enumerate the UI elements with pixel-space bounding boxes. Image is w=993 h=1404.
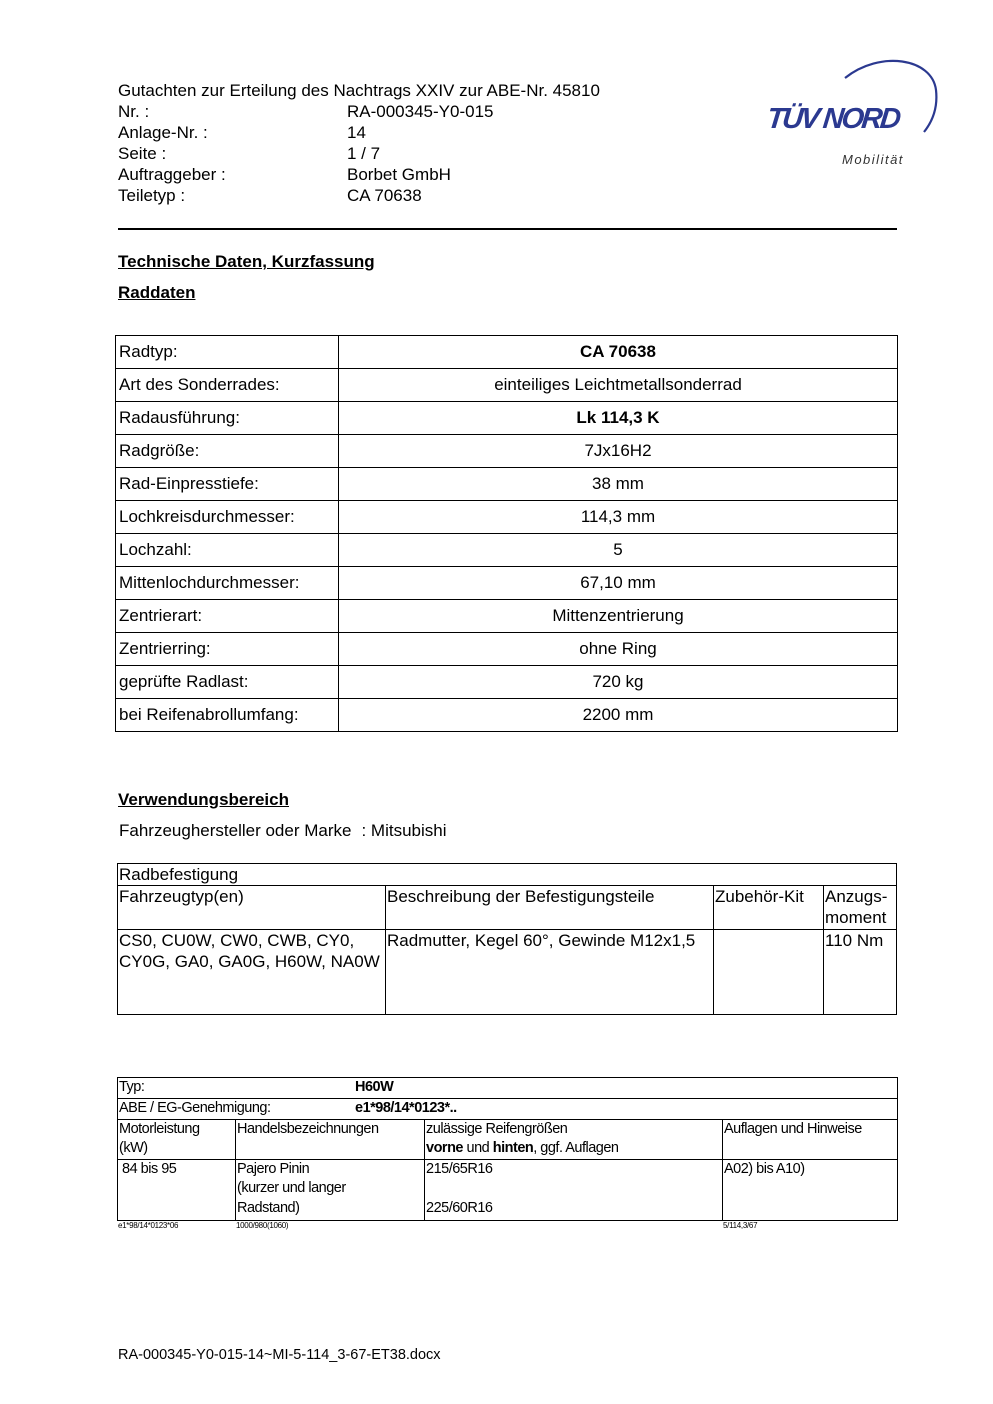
header-row-seite — [118, 144, 380, 165]
rad-value: einteiliges Leichtmetallsonderrad — [339, 369, 898, 402]
radbefestigung-table — [117, 863, 897, 1015]
table-row — [116, 402, 898, 435]
cell-motorleistung: 84 bis 95 — [118, 1159, 236, 1220]
header-row-teiletyp — [118, 186, 422, 207]
cell-zubehoer — [714, 930, 824, 1015]
typ-label: Typ: — [119, 1079, 145, 1095]
hersteller-separator: : — [361, 821, 367, 840]
header-row-anlage — [118, 123, 366, 144]
table-row — [116, 468, 898, 501]
rad-key: Mittenlochdurchmesser: — [116, 567, 339, 600]
typ-table — [117, 1077, 898, 1221]
abe-value: e1*98/14*0123*.. — [355, 1100, 457, 1116]
tuv-nord-logo: TÜV NORD — [765, 103, 901, 135]
abe-row — [118, 1099, 898, 1120]
rad-value: ohne Ring — [339, 633, 898, 666]
reifen-header-und: und — [463, 1140, 493, 1156]
header-label: Anlage-Nr. : — [118, 123, 208, 142]
column-header-beschreibung: Beschreibung der Befestigungsteile — [386, 886, 714, 930]
cell-auflagen: A02) bis A10) — [723, 1159, 898, 1220]
rad-key: Zentrierring: — [116, 633, 339, 666]
header-row-nr — [118, 102, 493, 123]
logo-subtitle: Mobilität — [842, 152, 904, 167]
column-header-motorleistung: Motorleistung (kW) — [118, 1119, 236, 1159]
rad-value: 5 — [339, 534, 898, 567]
header-value: Borbet GmbH — [347, 165, 451, 184]
radbefestigung-title: Radbefestigung — [118, 864, 897, 886]
rad-key: Radausführung: — [116, 402, 339, 435]
raddaten-table — [115, 335, 898, 732]
rad-key: Rad-Einpresstiefe: — [116, 468, 339, 501]
header-label: Teiletyp : — [118, 186, 186, 205]
rad-key: Lochzahl: — [116, 534, 339, 567]
header-label: Seite : — [118, 144, 167, 163]
table-row — [116, 567, 898, 600]
column-header-handelsbezeichnungen: Handelsbezeichnungen — [236, 1119, 425, 1159]
rad-value: Mittenzentrierung — [339, 600, 898, 633]
header-row-auftraggeber — [118, 165, 451, 186]
document-title: Gutachten zur Erteilung des Nachtrags XXIV zur ABE-Nr. 45810 — [118, 81, 600, 100]
rad-key: Zentrierart: — [116, 600, 339, 633]
reifen-header-rest: , ggf. Auflagen — [533, 1140, 619, 1156]
table-row — [116, 435, 898, 468]
rad-key: Radtyp: — [116, 336, 339, 369]
table-row — [116, 336, 898, 369]
rad-key: Radgröße: — [116, 435, 339, 468]
table-row — [116, 699, 898, 732]
rad-value: 38 mm — [339, 468, 898, 501]
table-row — [118, 1159, 898, 1220]
rad-value: CA 70638 — [339, 336, 898, 369]
rad-key: bei Reifenabrollumfang: — [116, 699, 339, 732]
rad-value: 2200 mm — [339, 699, 898, 732]
header-label: Nr. : — [118, 102, 150, 121]
cell-beschreibung: Radmutter, Kegel 60°, Gewinde M12x1,5 — [386, 930, 714, 1015]
cell-anzugsmoment: 110 Nm — [824, 930, 897, 1015]
footnote-lochkreis: 5/114,3/67 — [723, 1221, 758, 1230]
table-row — [116, 633, 898, 666]
reifen-size-1: 215/65R16 — [426, 1160, 493, 1177]
cell-reifengroessen — [425, 1159, 723, 1220]
table-row — [116, 369, 898, 402]
rad-key: Lochkreisdurchmesser: — [116, 501, 339, 534]
hersteller-label: Fahrzeughersteller oder Marke — [119, 821, 352, 840]
section-title-raddaten: Raddaten — [118, 283, 196, 302]
footnote-abe: e1*98/14*0123*06 — [118, 1221, 179, 1230]
reifen-header-vorne: vorne — [426, 1140, 463, 1156]
table-row — [116, 534, 898, 567]
table-row — [116, 666, 898, 699]
typ-row — [118, 1078, 898, 1099]
reifen-header-hinten: hinten — [492, 1140, 534, 1156]
table-row — [116, 501, 898, 534]
header-value: 1 / 7 — [347, 144, 381, 163]
rad-value: 720 kg — [339, 666, 898, 699]
column-header-anzugsmoment: Anzugs- moment — [824, 886, 897, 930]
table-row — [118, 930, 897, 1015]
column-header-auflagen: Auflagen und Hinweise — [723, 1119, 898, 1159]
typ-value: H60W — [355, 1079, 394, 1095]
rad-value: 7Jx16H2 — [339, 435, 898, 468]
header-value: CA 70638 — [347, 186, 422, 205]
footnote-dimensions: 1000/980(1060) — [236, 1221, 289, 1230]
cell-fahrzeugtypen: CS0, CU0W, CW0, CWB, CY0, CY0G, GA0, GA0G, H60W, NA0W — [118, 930, 386, 1015]
header-label: Auftraggeber : — [118, 165, 226, 184]
reifen-size-2: 225/60R16 — [426, 1200, 493, 1216]
column-header-reifengroessen — [425, 1119, 723, 1159]
section-title-verwendung: Verwendungsbereich — [118, 790, 289, 809]
abe-label: ABE / EG-Genehmigung: — [119, 1100, 271, 1116]
hersteller-value: Mitsubishi — [370, 821, 447, 840]
rad-key: Art des Sonderrades: — [116, 369, 339, 402]
reifen-header-line1: zulässige Reifengrößen — [426, 1120, 568, 1137]
header-divider — [118, 228, 897, 230]
rad-value: 67,10 mm — [339, 567, 898, 600]
rad-value: 114,3 mm — [339, 501, 898, 534]
table-row — [116, 600, 898, 633]
rad-value: Lk 114,3 K — [339, 402, 898, 435]
footer-filename: RA-000345-Y0-015-14~MI-5-114_3-67-ET38.docx — [118, 1347, 441, 1363]
hersteller-line — [119, 821, 447, 841]
header-value: 14 — [347, 123, 366, 142]
header-value: RA-000345-Y0-015 — [347, 102, 494, 121]
cell-handelsbezeichnung: Pajero Pinin (kurzer und langer Radstand) — [236, 1159, 425, 1220]
column-header-zubehoer: Zubehör-Kit — [714, 886, 824, 930]
section-title-tech: Technische Daten, Kurzfassung — [118, 252, 375, 271]
rad-key: geprüfte Radlast: — [116, 666, 339, 699]
column-header-fahrzeugtyp: Fahrzeugtyp(en) — [118, 886, 386, 930]
